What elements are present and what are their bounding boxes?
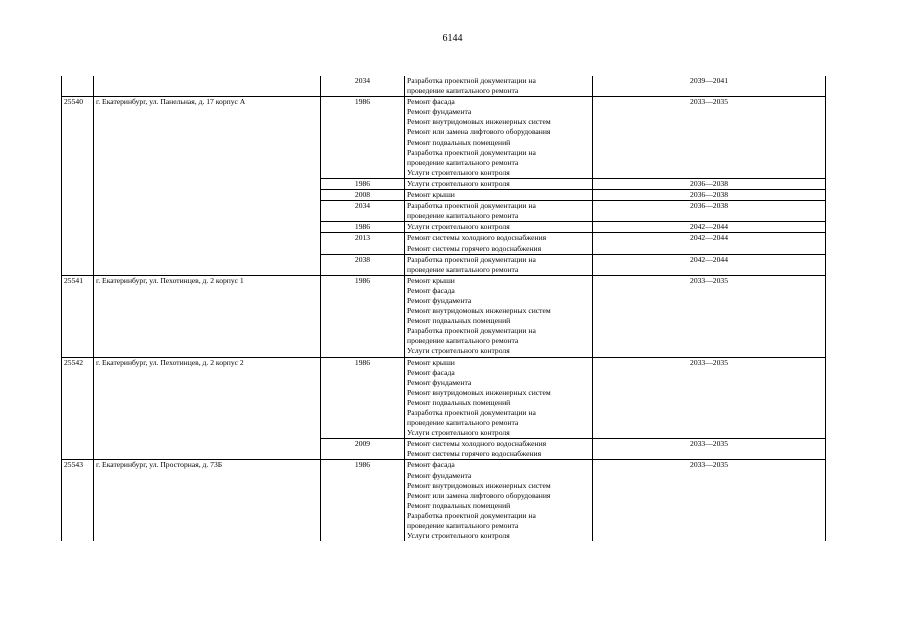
period-cell: 2036—2038 [593,190,826,201]
work-item: Разработка проектной документации на [407,510,536,520]
year-cell: 2008 [321,190,405,201]
period-cell: 2033—2035 [593,460,826,541]
works-cell [405,97,593,179]
works-cell [405,357,593,439]
work-item: Разработка проектной документации на [407,326,536,336]
period-cell: 2033—2035 [593,97,826,179]
period-cell: 2042—2044 [593,254,826,275]
year-cell: 2009 [321,439,405,460]
year-cell: 1986 [321,275,405,357]
table-row [62,76,826,97]
work-item: Ремонт или замена лифтового оборудования [407,490,551,500]
year-cell: 2013 [321,233,405,254]
table-row [62,460,826,541]
work-item: проведение капитального ремонта [407,211,519,221]
address-cell: г. Екатеринбург, ул. Пехотинцев, д. 2 корпус 1 [94,275,321,357]
work-item: проведение капитального ремонта [407,418,519,428]
work-item: Ремонт системы холодного водоснабжения [407,233,547,243]
work-item: Разработка проектной документации на [407,147,536,157]
work-item: Ремонт фасада [407,460,455,470]
work-item: Услуги строительного контроля [407,531,510,541]
table-body [62,76,826,541]
house-number-cell: 25543 [62,460,94,541]
works-cell [405,254,593,275]
page-number: 6144 [442,33,463,44]
work-item: проведение капитального ремонта [407,264,519,274]
work-item: Ремонт крыши [407,357,455,367]
work-item: Разработка проектной документации на [407,254,536,264]
period-cell: 2042—2044 [593,233,826,254]
works-cell [405,201,593,222]
capital-repair-table [61,76,826,541]
work-item: Ремонт подвальных помещений [407,137,511,147]
period-cell: 2042—2044 [593,222,826,233]
work-item: Ремонт внутридомовых инженерных систем [407,480,551,490]
work-item: Услуги строительного контроля [407,178,510,188]
work-item: Ремонт фундамента [407,107,472,117]
work-item: проведение капитального ремонта [407,157,519,167]
work-item: Ремонт фундамента [407,470,472,480]
work-item: Ремонт внутридомовых инженерных систем [407,117,551,127]
work-item: проведение капитального ремонта [407,336,519,346]
address-cell: г. Екатеринбург, ул. Просторная, д. 73Б [94,460,321,541]
period-cell: 2039—2041 [593,76,826,97]
work-item: Ремонт подвальных помещений [407,500,511,510]
year-cell: 2034 [321,201,405,222]
house-number-cell: 25541 [62,275,94,357]
year-cell: 1986 [321,357,405,439]
work-item: Ремонт подвальных помещений [407,316,511,326]
table-row [62,357,826,439]
works-cell [405,275,593,357]
work-item: Ремонт крыши [407,190,455,200]
work-item: Ремонт фундамента [407,295,472,305]
works-cell [405,233,593,254]
period-cell: 2033—2035 [593,357,826,439]
house-number-cell [62,76,94,97]
works-cell [405,460,593,541]
house-number-cell: 25540 [62,97,94,276]
period-cell: 2033—2035 [593,439,826,460]
address-cell: г. Екатеринбург, ул. Панельная, д. 17 корпус А [94,97,321,276]
works-cell [405,222,593,233]
work-item: Услуги строительного контроля [407,428,510,438]
period-cell: 2036—2038 [593,201,826,222]
works-cell [405,178,593,189]
work-item: Ремонт подвальных помещений [407,397,511,407]
work-item: Ремонт фасада [407,367,455,377]
year-cell: 1986 [321,222,405,233]
work-item: Ремонт крыши [407,275,455,285]
year-cell: 2038 [321,254,405,275]
address-cell [94,76,321,97]
work-item: Ремонт фасада [407,97,455,107]
year-cell: 1986 [321,460,405,541]
year-cell: 1986 [321,97,405,179]
work-item: Услуги строительного контроля [407,346,510,356]
works-cell [405,190,593,201]
works-cell [405,439,593,460]
work-item: Услуги строительного контроля [407,167,510,177]
work-item: проведение капитального ремонта [407,86,519,96]
year-cell: 2034 [321,76,405,97]
work-item: Ремонт внутридомовых инженерных систем [407,387,551,397]
work-item: Ремонт системы холодного водоснабжения [407,439,547,449]
work-item: Ремонт системы горячего водоснабжения [407,449,542,459]
work-item: Ремонт системы горячего водоснабжения [407,243,542,253]
period-cell: 2036—2038 [593,178,826,189]
work-item: Разработка проектной документации на [407,201,536,211]
house-number-cell: 25542 [62,357,94,460]
work-item: проведение капитального ремонта [407,521,519,531]
work-item: Услуги строительного контроля [407,222,510,232]
work-item: Ремонт внутридомовых инженерных систем [407,306,551,316]
table-row [62,275,826,357]
period-cell: 2033—2035 [593,275,826,357]
work-item: Ремонт фасада [407,285,455,295]
work-item: Разработка проектной документации на [407,76,536,85]
work-item: Ремонт фундамента [407,377,472,387]
address-cell: г. Екатеринбург, ул. Пехотинцев, д. 2 корпус 2 [94,357,321,460]
table-row [62,97,826,179]
works-cell [405,76,593,97]
work-item: Разработка проектной документации на [407,408,536,417]
year-cell: 1986 [321,178,405,189]
work-item: Ремонт или замена лифтового оборудования [407,127,551,137]
